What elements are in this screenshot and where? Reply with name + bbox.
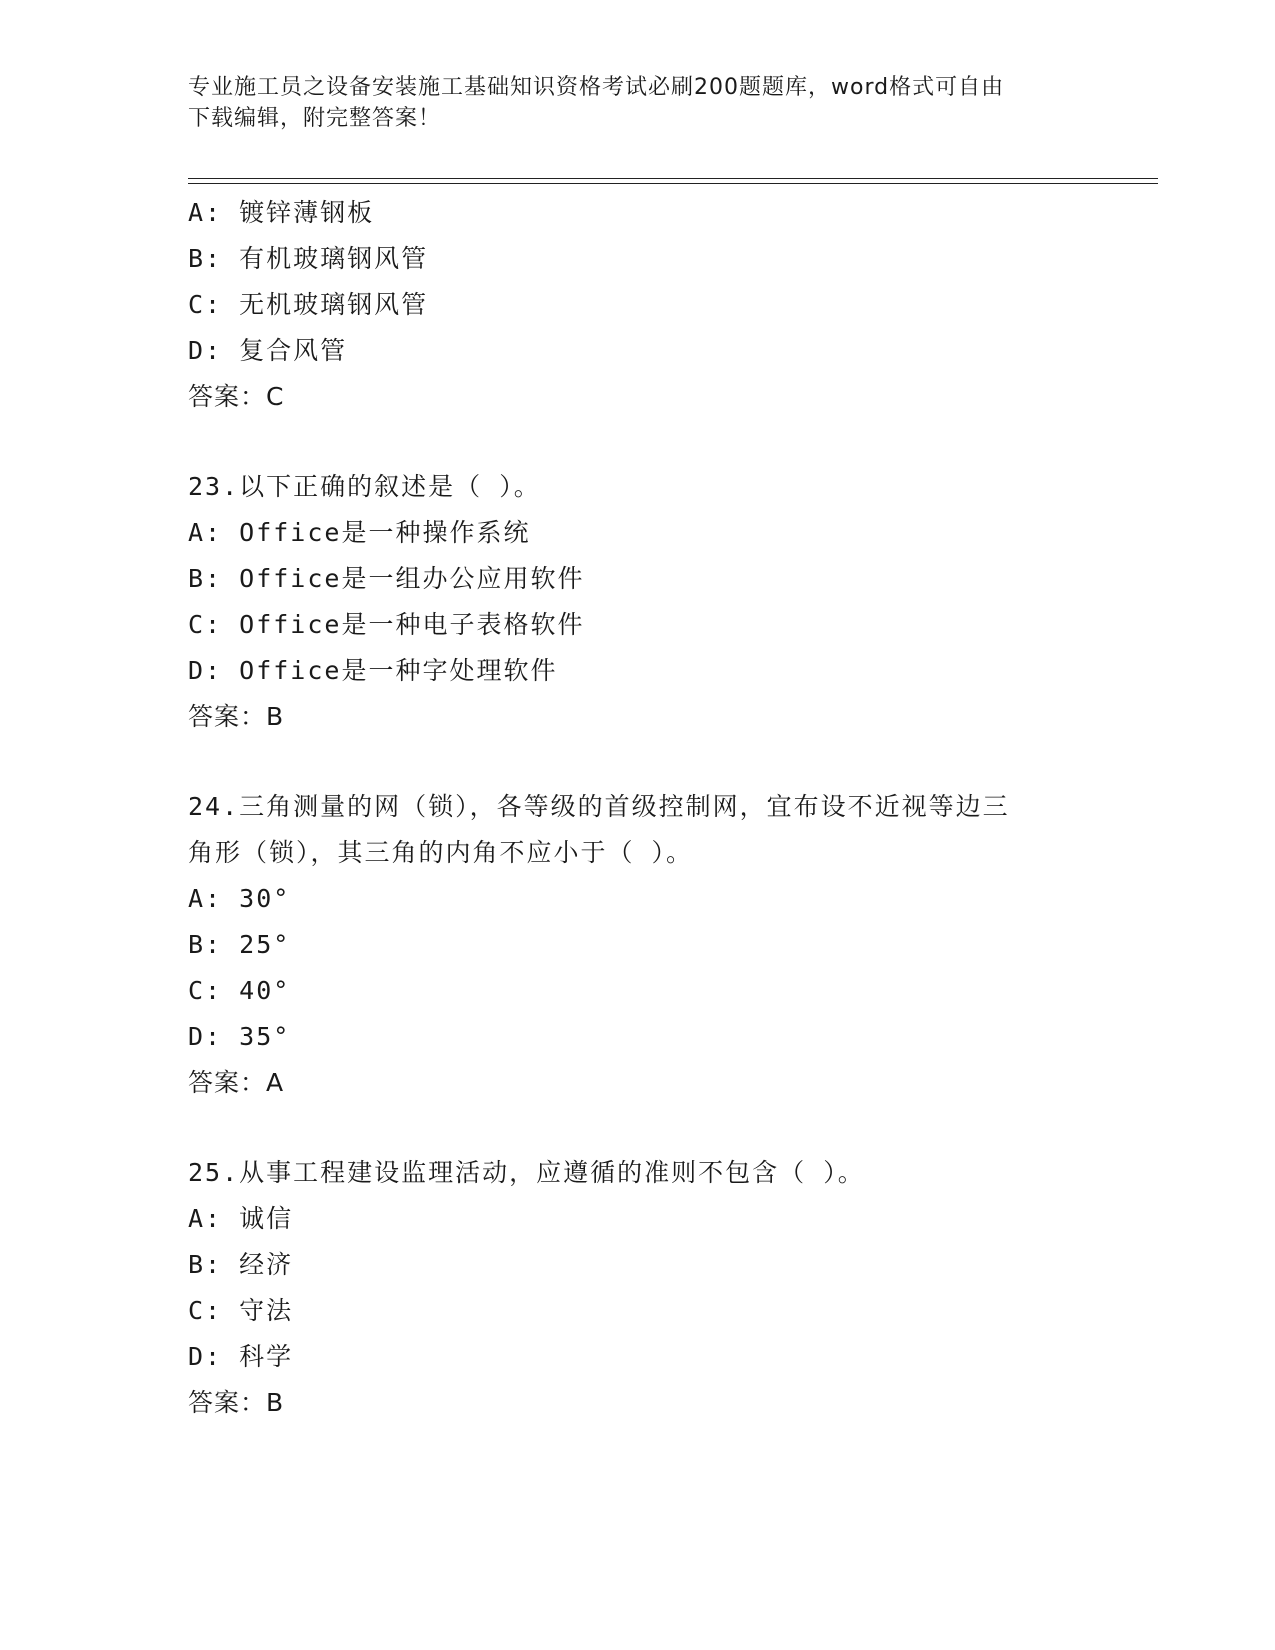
header-divider-bottom — [188, 183, 1158, 184]
option-c: C: 无机玻璃钢风管 — [188, 290, 429, 319]
option-c: C: Office是一种电子表格软件 — [188, 610, 585, 639]
option-a: A: Office是一种操作系统 — [188, 518, 531, 547]
option-a: A: 诚信 — [188, 1204, 294, 1233]
option-b: B: 25° — [188, 930, 291, 959]
question-24 — [188, 784, 1158, 1106]
option-c: C: 守法 — [188, 1296, 294, 1325]
option-d: D: 复合风管 — [188, 336, 348, 365]
question-stem: 25.从事工程建设监理活动，应遵循的准则不包含（ ）。 — [188, 1158, 865, 1187]
option-d: D: 35° — [188, 1022, 291, 1051]
option-b: B: 经济 — [188, 1250, 294, 1279]
option-d: D: 科学 — [188, 1342, 294, 1371]
option-d: D: Office是一种字处理软件 — [188, 656, 558, 685]
document-header — [188, 72, 1088, 134]
question-22 — [188, 190, 1158, 420]
header-title-line-2: 下载编辑，附完整答案！ — [188, 106, 442, 131]
option-a: A: 镀锌薄钢板 — [188, 198, 375, 227]
question-23 — [188, 464, 1158, 740]
answer-line: 答案：A — [188, 1068, 285, 1097]
answer-line: 答案：B — [188, 1388, 285, 1417]
question-stem-line-1: 24.三角测量的网（锁），各等级的首级控制网，宜布设不近视等边三 — [188, 792, 1010, 821]
document-body — [188, 190, 1158, 1426]
option-a: A: 30° — [188, 884, 291, 913]
header-title-line-1: 专业施工员之设备安装施工基础知识资格考试必刷200题题库，word格式可自由 — [188, 75, 1005, 100]
header-divider-top — [188, 178, 1158, 179]
answer-line: 答案：C — [188, 382, 285, 411]
option-b: B: Office是一组办公应用软件 — [188, 564, 585, 593]
question-stem: 23.以下正确的叙述是（ ）。 — [188, 472, 541, 501]
question-stem-line-2: 角形（锁），其三角的内角不应小于（ ）。 — [188, 838, 694, 867]
question-25 — [188, 1150, 1158, 1426]
answer-line: 答案：B — [188, 702, 285, 731]
option-c: C: 40° — [188, 976, 291, 1005]
option-b: B: 有机玻璃钢风管 — [188, 244, 429, 273]
